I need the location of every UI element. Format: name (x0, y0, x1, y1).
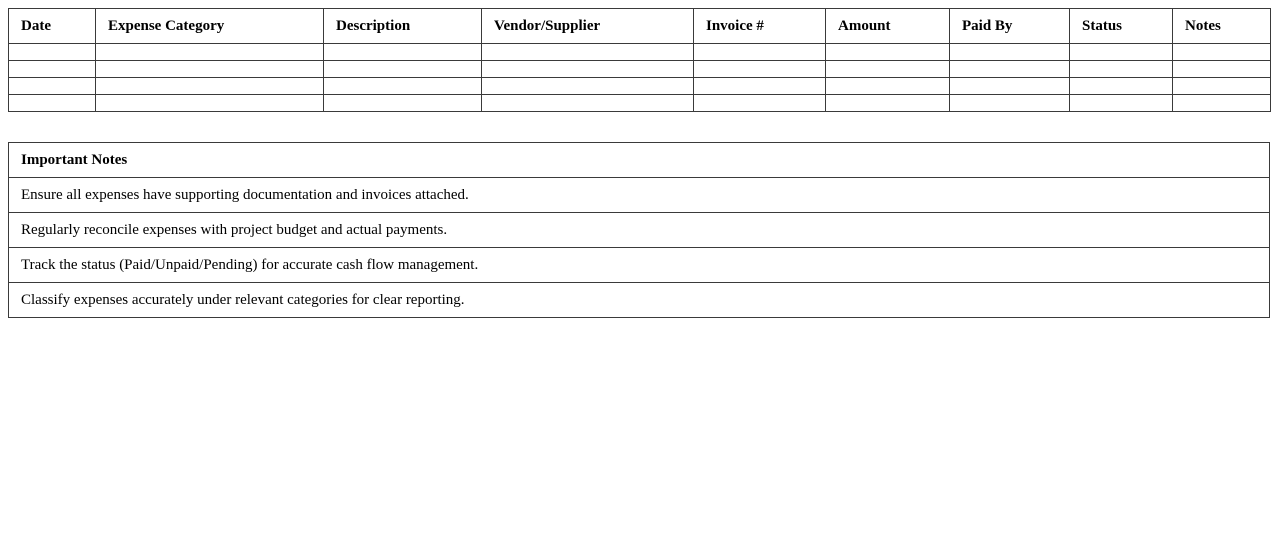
table-row (9, 95, 1271, 112)
cell-amount (826, 44, 950, 61)
cell-description (324, 78, 482, 95)
cell-invoice-number (694, 44, 826, 61)
cell-status (1070, 61, 1173, 78)
cell-notes (1173, 61, 1271, 78)
cell-vendor-supplier (482, 95, 694, 112)
cell-amount (826, 78, 950, 95)
col-header-vendor-supplier: Vendor/Supplier (482, 9, 694, 44)
cell-notes (1173, 78, 1271, 95)
table-row (9, 78, 1271, 95)
important-notes-table (8, 142, 1270, 318)
note-row (9, 283, 1270, 318)
cell-description (324, 44, 482, 61)
cell-paid-by (950, 95, 1070, 112)
table-row (9, 61, 1271, 78)
note-item: Regularly reconcile expenses with project budget and actual payments. (9, 213, 1270, 248)
cell-description (324, 61, 482, 78)
cell-paid-by (950, 44, 1070, 61)
cell-amount (826, 61, 950, 78)
cell-notes (1173, 95, 1271, 112)
note-row (9, 178, 1270, 213)
note-item: Ensure all expenses have supporting documentation and invoices attached. (9, 178, 1270, 213)
col-header-invoice-number: Invoice # (694, 9, 826, 44)
cell-expense-category (96, 44, 324, 61)
col-header-date: Date (9, 9, 96, 44)
table-row (9, 44, 1271, 61)
cell-paid-by (950, 78, 1070, 95)
cell-invoice-number (694, 95, 826, 112)
col-header-notes: Notes (1173, 9, 1271, 44)
cell-paid-by (950, 61, 1070, 78)
note-row (9, 248, 1270, 283)
cell-status (1070, 78, 1173, 95)
notes-title: Important Notes (9, 143, 1270, 178)
cell-vendor-supplier (482, 44, 694, 61)
col-header-status: Status (1070, 9, 1173, 44)
expense-table (8, 8, 1271, 112)
col-header-paid-by: Paid By (950, 9, 1070, 44)
cell-expense-category (96, 95, 324, 112)
cell-date (9, 44, 96, 61)
cell-date (9, 95, 96, 112)
cell-invoice-number (694, 78, 826, 95)
cell-expense-category (96, 78, 324, 95)
notes-header-row (9, 143, 1270, 178)
col-header-expense-category: Expense Category (96, 9, 324, 44)
cell-status (1070, 44, 1173, 61)
cell-vendor-supplier (482, 78, 694, 95)
cell-invoice-number (694, 61, 826, 78)
cell-date (9, 61, 96, 78)
cell-status (1070, 95, 1173, 112)
note-item: Classify expenses accurately under relevant categories for clear reporting. (9, 283, 1270, 318)
cell-date (9, 78, 96, 95)
cell-expense-category (96, 61, 324, 78)
note-row (9, 213, 1270, 248)
expense-header-row (9, 9, 1271, 44)
col-header-description: Description (324, 9, 482, 44)
col-header-amount: Amount (826, 9, 950, 44)
cell-notes (1173, 44, 1271, 61)
cell-vendor-supplier (482, 61, 694, 78)
cell-amount (826, 95, 950, 112)
note-item: Track the status (Paid/Unpaid/Pending) for accurate cash flow management. (9, 248, 1270, 283)
cell-description (324, 95, 482, 112)
